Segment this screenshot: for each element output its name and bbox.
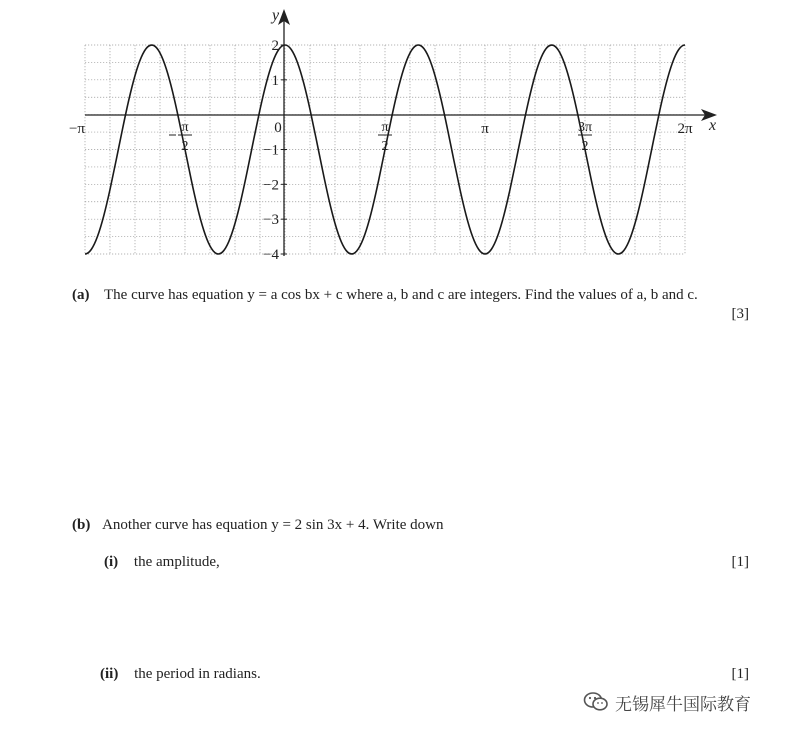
x-axis-label: x — [709, 117, 717, 134]
part-a — [72, 286, 752, 305]
part-b-i — [104, 553, 220, 572]
x-tick-numerator: π — [381, 120, 389, 135]
part-b-text: Another curve has equation y = 2 sin 3x + 4. Write down — [102, 517, 444, 533]
origin-label: 0 — [274, 120, 282, 136]
y-tick-label: −2 — [263, 177, 279, 194]
part-b-i-text: the amplitude, — [133, 554, 220, 570]
part-b-label: (b) — [72, 517, 91, 533]
cosine-graph — [0, 0, 789, 290]
part-b — [72, 516, 443, 535]
y-axis-label: y — [272, 7, 280, 24]
y-tick-label: 1 — [271, 72, 279, 89]
part-a-label: (a) — [72, 287, 90, 303]
tick-labels — [69, 38, 693, 263]
x-tick-fraction — [578, 120, 592, 154]
y-tick-label: −3 — [263, 212, 279, 229]
x-tick-numerator: 3π — [577, 120, 593, 135]
part-a-text: The curve has equation y = a cos bx + c where a, b and c are integers. Find the values of a, b and c. — [104, 287, 698, 303]
x-tick-denominator: 2 — [581, 139, 589, 154]
y-tick-label: −4 — [263, 247, 279, 263]
y-tick-label: −1 — [263, 142, 279, 159]
x-tick-label: π — [481, 121, 489, 137]
part-a-marks: [3] — [731, 306, 749, 322]
x-tick-label: 2π — [677, 121, 693, 137]
watermark — [583, 690, 751, 714]
part-b-i-marks: [1] — [731, 554, 749, 570]
watermark-text: 无锡犀牛国际教育 — [615, 694, 751, 715]
part-b-i-label: (i) — [104, 554, 119, 570]
x-tick-fraction — [169, 120, 192, 154]
x-tick-label: −π — [68, 121, 86, 137]
part-b-ii-marks: [1] — [731, 666, 749, 682]
part-b-ii — [100, 665, 261, 684]
wechat-icon — [583, 691, 609, 713]
axes — [85, 7, 717, 256]
part-b-ii-text: the period in radians. — [134, 666, 261, 682]
x-tick-numerator: π — [181, 120, 189, 135]
y-tick-label: 2 — [271, 38, 279, 54]
x-tick-denominator: 2 — [181, 139, 189, 154]
x-tick-denominator: 2 — [381, 139, 389, 154]
part-b-ii-label: (ii) — [100, 666, 119, 682]
